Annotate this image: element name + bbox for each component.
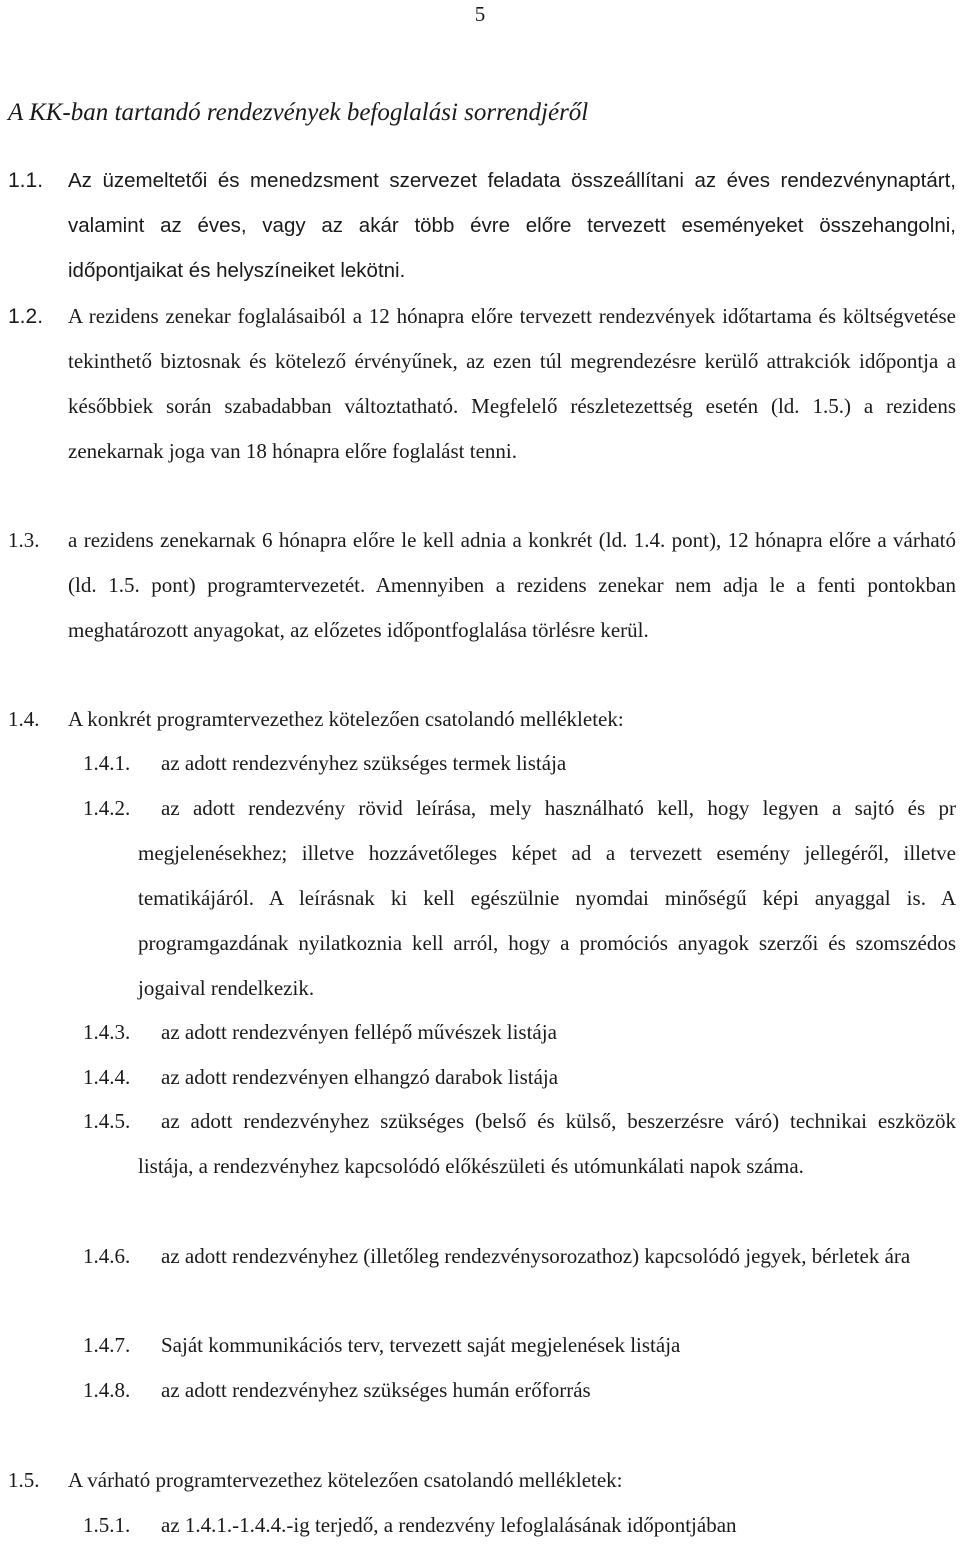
section-text: az adott rendezvényhez szükséges humán erőforrás xyxy=(161,1378,591,1402)
section-number: 1.4.7. xyxy=(83,1333,131,1357)
document-title: A KK-ban tartandó rendezvények befoglalási sorrendjéről xyxy=(8,99,589,126)
section-1-4-1 xyxy=(83,741,956,786)
section-text: Az üzemeltetői és menedzsment szervezet feladata összeállítani az éves rendezvénynaptárt, valamint az éves, vagy az akár több évre előre tervezett eseményeket összehangolni, időpontjaikat és helyszíneiket lekötni. xyxy=(68,169,956,282)
section-text: az adott rendezvényhez (illetőleg rendezvénysorozathoz) kapcsolódó jegyek, bérletek ára xyxy=(161,1244,911,1268)
section-1-4-3 xyxy=(83,1010,956,1055)
section-1-4-8 xyxy=(83,1368,956,1413)
section-text: A konkrét programtervezethez kötelezően csatolandó mellékletek: xyxy=(68,707,624,731)
section-1-4-2 xyxy=(83,786,956,1011)
section-number: 1.4.1. xyxy=(83,751,131,775)
section-text: A rezidens zenekar foglalásaiból a 12 hónapra előre tervezett rendezvények időtartama és költségvetése tekinthető biztosnak és kötelező érvényűnek, az ezen túl megrendezésre kerülő attrakciók időpontja a későbbiek során szabadabban változtatható. Megfelelő részletezettség esetén (ld. 1.5.) a rezidens zenekarnak joga van 18 hónapra előre foglalást tenni. xyxy=(68,304,956,463)
section-number: 1.1. xyxy=(8,169,44,192)
section-number: 1.2. xyxy=(8,305,44,328)
section-number: 1.4.4. xyxy=(83,1065,131,1089)
section-text: A várható programtervezethez kötelezően csatolandó mellékletek: xyxy=(68,1468,623,1492)
section-number: 1.4.2. xyxy=(83,796,131,820)
page-number: 5 xyxy=(474,2,486,26)
section-1-1 xyxy=(8,158,956,293)
section-text: az adott rendezvényhez szükséges (belső és külső, beszerzésre váró) technikai eszközök listája, a rendezvényhez kapcsolódó előkészületi és utómunkálati napok száma. xyxy=(138,1109,956,1178)
section-number: 1.4.3. xyxy=(83,1020,131,1044)
section-text: az 1.4.1.-1.4.4.-ig terjedő, a rendezvény lefoglalásának időpontjában xyxy=(161,1513,737,1537)
section-1-4-6 xyxy=(83,1234,956,1279)
section-text: az adott rendezvényen elhangzó darabok listája xyxy=(161,1065,559,1089)
section-number: 1.3. xyxy=(8,528,40,552)
section-text: Saját kommunikációs terv, tervezett saját megjelenések listája xyxy=(161,1333,681,1357)
section-1-4 xyxy=(8,697,956,742)
section-text: az adott rendezvényen fellépő művészek listája xyxy=(161,1020,557,1044)
section-number: 1.5. xyxy=(8,1468,40,1492)
section-number: 1.4.5. xyxy=(83,1109,131,1133)
section-1-4-4 xyxy=(83,1055,956,1100)
section-1-2 xyxy=(8,294,956,474)
section-1-4-5 xyxy=(83,1099,956,1189)
section-1-5 xyxy=(8,1458,956,1503)
section-number: 1.5.1. xyxy=(83,1513,131,1537)
section-number: 1.4.6. xyxy=(83,1244,131,1268)
section-number: 1.4.8. xyxy=(83,1378,131,1402)
section-text: az adott rendezvényhez szükséges termek listája xyxy=(161,751,567,775)
section-1-5-1 xyxy=(83,1503,956,1548)
section-1-3 xyxy=(8,518,956,653)
section-text: a rezidens zenekarnak 6 hónapra előre le kell adnia a konkrét (ld. 1.4. pont), 12 hónapra előre a várható (ld. 1.5. pont) programtervezetét. Amennyiben a rezidens zenekar nem adja le a fenti pontokban meghatározott anyagokat, az előzetes időpontfoglalása törlésre kerül. xyxy=(68,528,956,642)
section-1-4-7 xyxy=(83,1323,956,1368)
section-text: az adott rendezvény rövid leírása, mely használható kell, hogy legyen a sajtó és pr megjelenésekhez; illetve hozzávetőleges képet ad a tervezett esemény jellegéről, illetve tematikájáról. A leírásnak ki kell egészülnie nyomdai minőségű képi anyaggal is. A programgazdának nyilatkoznia kell arról, hogy a promóciós anyagok szerzői és szomszédos jogaival rendelkezik. xyxy=(138,796,956,1000)
section-number: 1.4. xyxy=(8,707,40,731)
